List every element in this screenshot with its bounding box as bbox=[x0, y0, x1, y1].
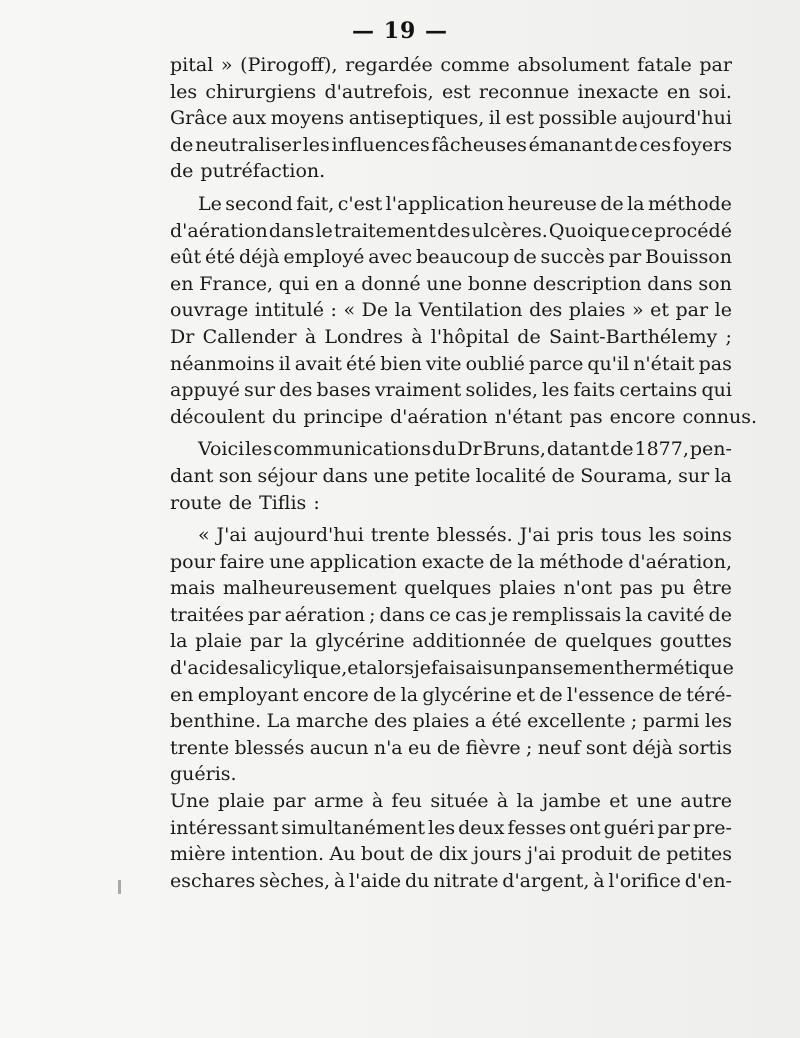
text-line: néanmoins il avait été bien vite oublié parce qu'il n'était pas bbox=[170, 352, 732, 375]
text-line: route de Tiflis : bbox=[170, 491, 320, 514]
text-line: en France, qui en a donné une bonne description dans son bbox=[170, 272, 732, 295]
text-line: de neutraliser les influences fâcheuses émanant de ces foyers bbox=[170, 133, 732, 156]
text-line: appuyé sur des bases vraiment solides, les faits certains qui bbox=[170, 379, 732, 402]
text-line: mière intention. Au bout de dix jours j'ai produit de petites bbox=[170, 843, 732, 866]
text-line: découlent du principe d'aération n'étant pas encore connus. bbox=[170, 405, 758, 428]
text-line: d'aération dans le traitement des ulcères. Quoique ce procédé bbox=[170, 219, 732, 242]
text-line: pital » (Pirogoff), regardée comme absolument fatale par bbox=[170, 54, 732, 76]
text-line: traitées par aération ; dans ce cas je remplissais la cavité de bbox=[170, 603, 732, 626]
text-line: guéris. bbox=[170, 763, 237, 786]
text-line: intéressant simultanément les deux fesses ont guéri par pre- bbox=[170, 816, 732, 839]
text-line: de putréfaction. bbox=[170, 160, 326, 183]
text-line: Dr Callender à Londres à l'hôpital de Saint-Barthélemy ; bbox=[170, 325, 732, 348]
text-line: la plaie par la glycérine additionnée de quelques gouttes bbox=[170, 630, 732, 653]
text-line: mais malheureusement quelques plaies n'ont pas pu être bbox=[170, 577, 732, 600]
margin-mark bbox=[118, 880, 121, 894]
text-line: Le second fait, c'est l'application heureuse de la méthode bbox=[198, 192, 732, 215]
text-line: « J'ai aujourd'hui trente blessés. J'ai pris tous les soins bbox=[198, 524, 732, 547]
text-line: benthine. La marche des plaies a été excellente ; parmi les bbox=[170, 710, 732, 733]
text-line: eschares sèches, à l'aide du nitrate d'argent, à l'orifice d'en- bbox=[170, 869, 732, 892]
text-line: d'acide salicylique, et alors je faisais un pansement hermétique bbox=[170, 657, 734, 680]
text-line: eût été déjà employé avec beaucoup de succès par Bouisson bbox=[170, 246, 732, 269]
text-line: en employant encore de la glycérine et de l'essence de téré- bbox=[170, 683, 732, 706]
page-number: — 19 — bbox=[352, 18, 448, 44]
text-line: trente blessés aucun n'a eu de fièvre ; neuf sont déjà sortis bbox=[170, 736, 732, 759]
text-line: Voici les communications du Dr Bruns, datant de 1877, pen- bbox=[198, 438, 732, 461]
text-line: pour faire une application exacte de la méthode d'aération, bbox=[170, 550, 732, 573]
text-line: Une plaie par arme à feu située à la jambe et une autre bbox=[170, 790, 732, 813]
body-text bbox=[170, 52, 758, 894]
text-line: Grâce aux moyens antiseptiques, il est possible aujourd'hui bbox=[170, 107, 732, 130]
text-line: les chirurgiens d'autrefois, est reconnue inexacte en soi. bbox=[170, 80, 732, 103]
text-line: ouvrage intitulé : « De la Ventilation des plaies » et par le bbox=[170, 299, 732, 322]
text-line: dant son séjour dans une petite localité de Sourama, sur la bbox=[170, 464, 732, 487]
